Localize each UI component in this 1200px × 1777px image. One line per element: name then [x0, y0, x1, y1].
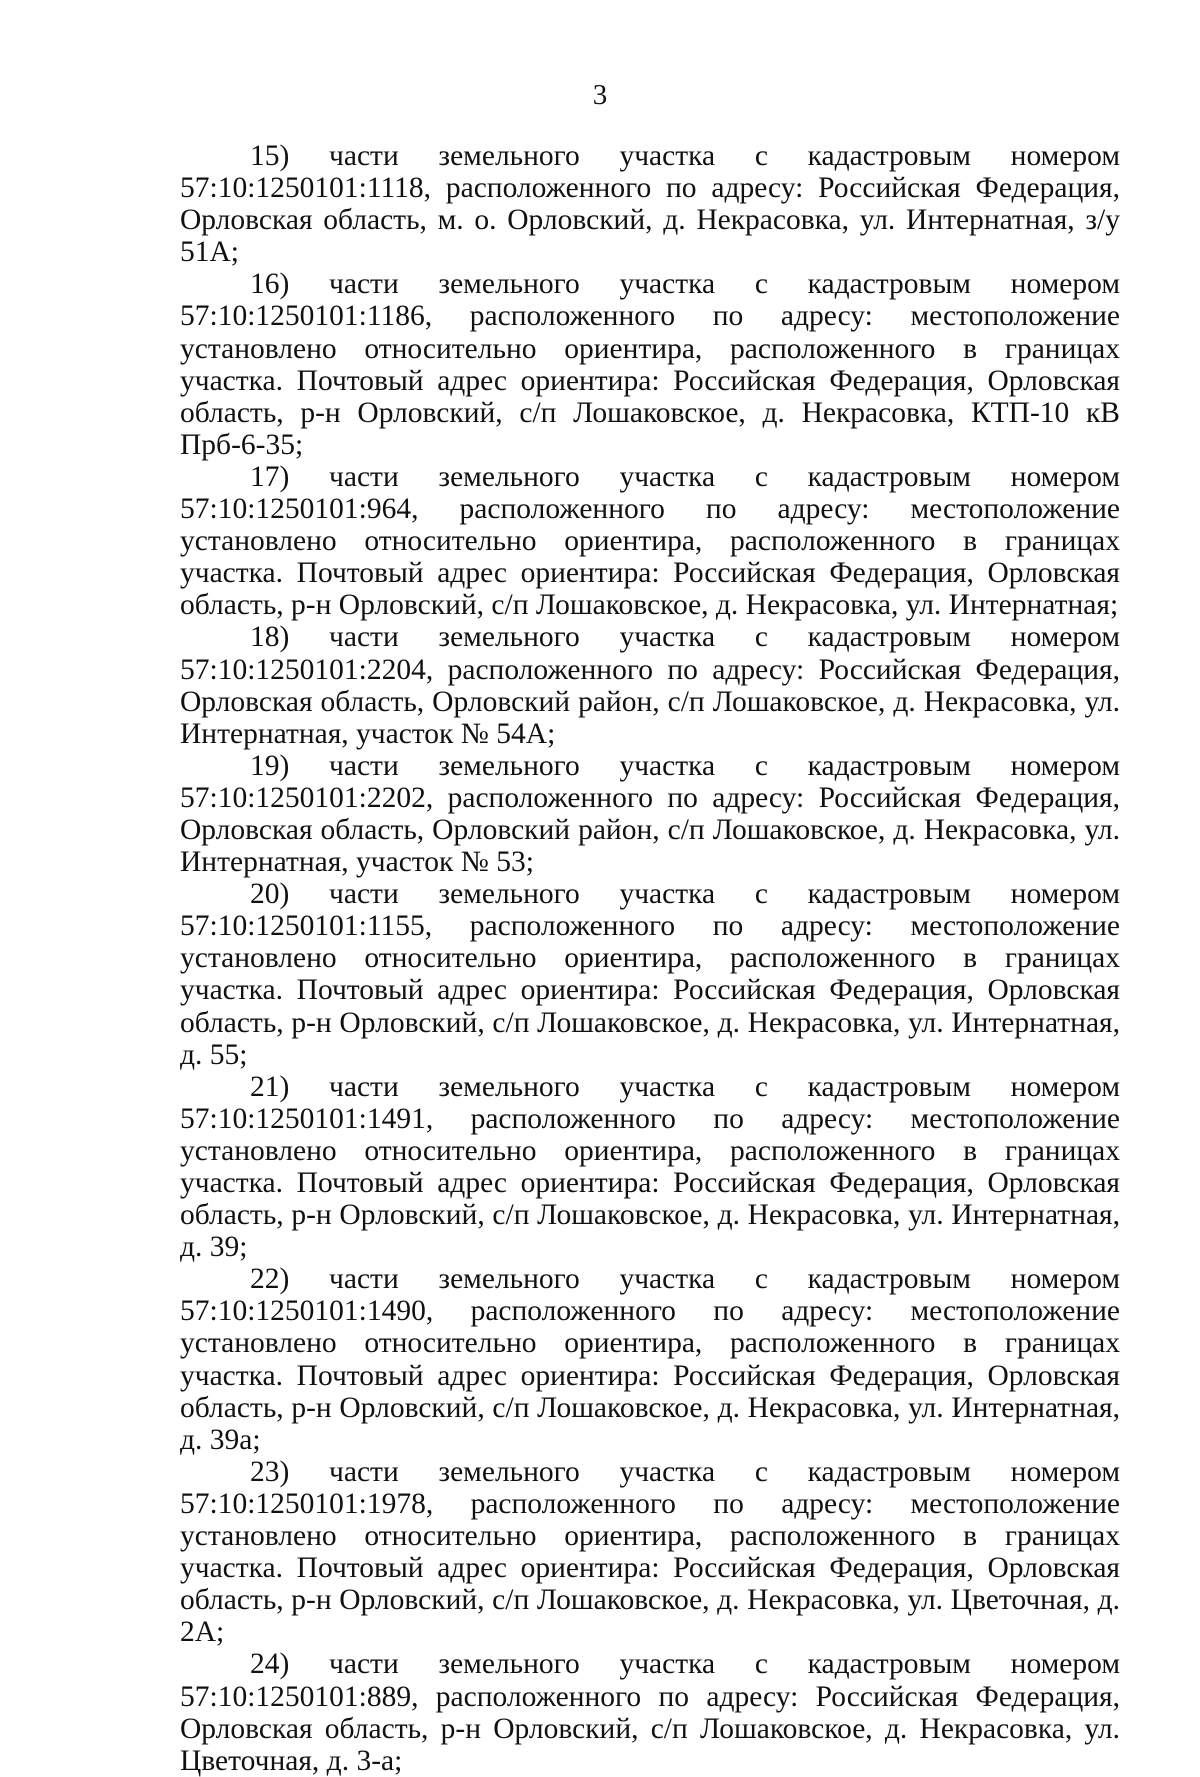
item-text: части земельного участка с кадастровым номером 57:10:1250101:964, расположенного по адресу: местоположение установлено относительно ориентира, расположенного в границах участка. Почтовый адрес ориентира: Российская Федерация, Орловская область, р-н Орловский, с/п Лошаковское, д. Некрасовка, ул. Интернатная; [180, 460, 1120, 622]
list-item-15 [180, 140, 1120, 268]
list-item-23 [180, 1456, 1120, 1649]
list-item-19 [180, 750, 1120, 878]
item-text: части земельного участка с кадастровым номером 57:10:1250101:889, расположенного по адресу: Российская Федерация, Орловская область, р-н Орловский, с/п Лошаковское, д. Некрасовка, ул. Цветочная, д. 3-а; [180, 1648, 1120, 1777]
item-text: части земельного участка с кадастровым номером 57:10:1250101:2202, расположенного по адресу: Российская Федерация, Орловская область, Орловский район, с/п Лошаковское, д. Некрасовка, ул. Интернатная, участок № 53; [180, 749, 1120, 879]
item-number: 24) [250, 1648, 290, 1681]
item-text: части земельного участка с кадастровым номером 57:10:1250101:1155, расположенного по адресу: местоположение установлено относительно ориентира, расположенного в границах участка. Почтовый адрес ориентира: Российская Федерация, Орловская область, р-н Орловский, с/п Лошаковское, д. Некрасовка, ул. Интернатная, д. 55; [180, 878, 1120, 1071]
document-body [180, 140, 1120, 1777]
list-item-17 [180, 461, 1120, 621]
list-item-16 [180, 268, 1120, 461]
list-item-24 [180, 1648, 1120, 1776]
item-text: части земельного участка с кадастровым номером 57:10:1250101:1978, расположенного по адресу: местоположение установлено относительно ориентира, расположенного в границах участка. Почтовый адрес ориентира: Российская Федерация, Орловская область, р-н Орловский, с/п Лошаковское, д. Некрасовка, ул. Цветочная, д. 2А; [180, 1455, 1120, 1649]
item-number: 22) [250, 1263, 290, 1296]
item-text: части земельного участка с кадастровым номером 57:10:1250101:2204, расположенного по адресу: Российская Федерация, Орловская область, Орловский район, с/п Лошаковское, д. Некрасовка, ул. Интернатная, участок № 54А; [180, 621, 1120, 750]
item-number: 17) [250, 460, 290, 493]
item-text: части земельного участка с кадастровым номером 57:10:1250101:1491, расположенного по адресу: местоположение установлено относительно ориентира, расположенного в границах участка. Почтовый адрес ориентира: Российская Федерация, Орловская область, р-н Орловский, с/п Лошаковское, д. Некрасовка, ул. Интернатная, д. 39; [180, 1070, 1120, 1264]
page-number: 3 [592, 79, 608, 111]
item-text: части земельного участка с кадастровым номером 57:10:1250101:1490, расположенного по адресу: местоположение установлено относительно ориентира, расположенного в границах участка. Почтовый адрес ориентира: Российская Федерация, Орловская область, р-н Орловский, с/п Лошаковское, д. Некрасовка, ул. Интернатная, д. 39а; [180, 1263, 1120, 1456]
list-item-22 [180, 1263, 1120, 1456]
item-number: 16) [250, 268, 290, 301]
list-item-21 [180, 1071, 1120, 1264]
item-text: части земельного участка с кадастровым номером 57:10:1250101:1186, расположенного по адресу: местоположение установлено относительно ориентира, расположенного в границах участка. Почтовый адрес ориентира: Российская Федерация, Орловская область, р-н Орловский, с/п Лошаковское, д. Некрасовка, КТП-10 кВ Прб-6-35; [180, 268, 1120, 461]
item-number: 19) [250, 749, 290, 782]
item-number: 15) [250, 140, 290, 172]
item-number: 20) [250, 878, 290, 911]
list-item-20 [180, 878, 1120, 1071]
item-number: 18) [250, 621, 290, 654]
item-number: 23) [250, 1455, 290, 1488]
item-text: части земельного участка с кадастровым номером 57:10:1250101:1118, расположенного по адресу: Российская Федерация, Орловская область, м. о. Орловский, д. Некрасовка, ул. Интернатная, з/у 51А; [180, 140, 1120, 269]
item-number: 21) [250, 1070, 290, 1103]
list-item-18 [180, 621, 1120, 749]
